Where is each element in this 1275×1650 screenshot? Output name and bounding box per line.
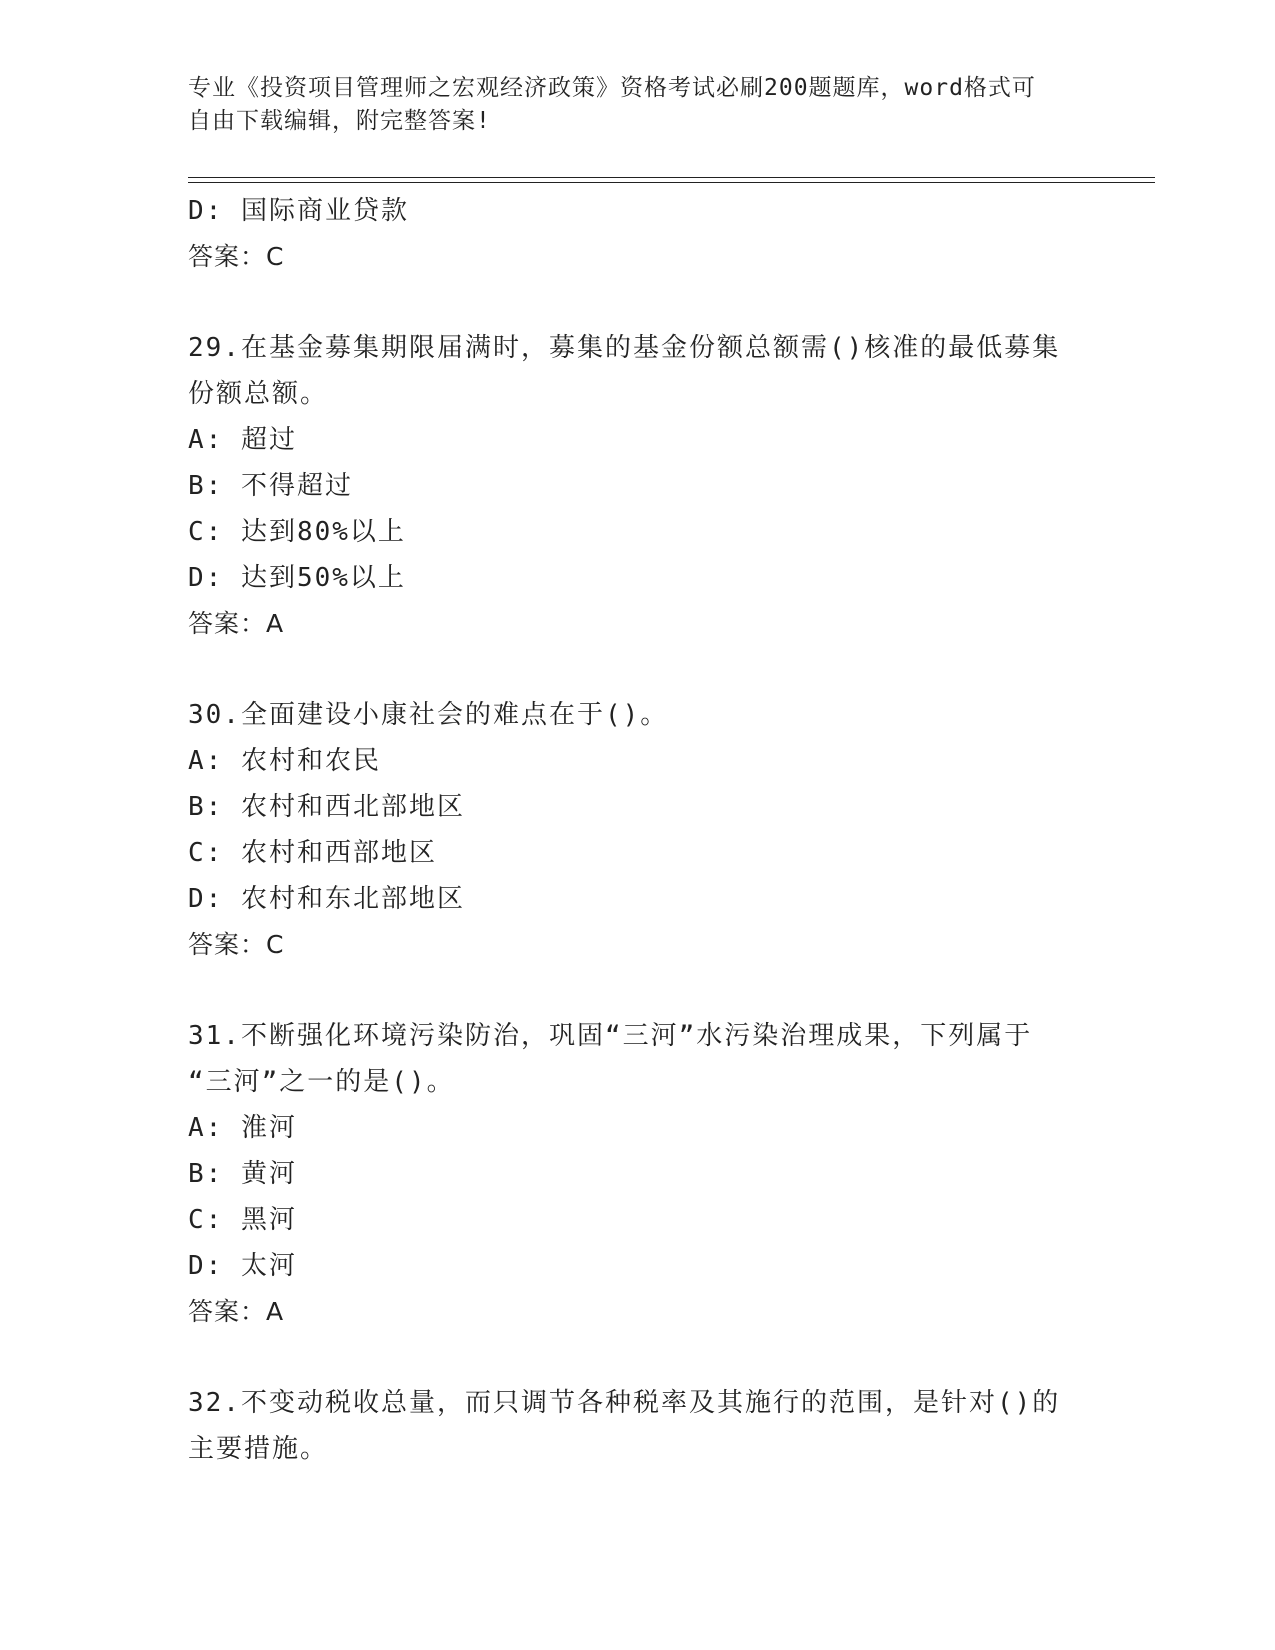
option-c: C: 农村和西部地区 [188, 838, 437, 868]
option-d: D: 农村和东北部地区 [188, 884, 465, 914]
option-a: A: 农村和农民 [188, 746, 381, 776]
option-c: C: 黑河 [188, 1205, 297, 1235]
option-d: D: 国际商业贷款 [188, 196, 409, 226]
question-spacer [188, 280, 1088, 325]
answer-line: 答案：A [188, 609, 285, 638]
question-spacer [188, 1335, 1088, 1380]
question-stem-line-2: “三河”之一的是()。 [188, 1067, 455, 1097]
option-b: B: 黄河 [188, 1159, 297, 1189]
question-31 [188, 1013, 1088, 1335]
option-a: A: 超过 [188, 425, 297, 455]
question-stem-line-2: 主要措施。 [188, 1434, 329, 1464]
answer-line: 答案：C [188, 242, 285, 271]
option-c: C: 达到80%以上 [188, 517, 406, 547]
option-d: D: 达到50%以上 [188, 563, 406, 593]
question-stem-line-1: 32.不变动税收总量，而只调节各种税率及其施行的范围，是针对()的 [188, 1388, 1061, 1418]
header-title-line-2: 自由下载编辑，附完整答案! [188, 108, 491, 134]
answer-line: 答案：A [188, 1297, 285, 1326]
option-b: B: 不得超过 [188, 471, 353, 501]
question-spacer [188, 968, 1088, 1013]
question-29 [188, 325, 1088, 647]
question-spacer [188, 647, 1088, 692]
question-list [188, 188, 1088, 1472]
option-a: A: 淮河 [188, 1113, 297, 1143]
header-title-line-1: 专业《投资项目管理师之宏观经济政策》资格考试必刷200题题库，word格式可 [188, 75, 1036, 101]
question-stem-line-1: 29.在基金募集期限届满时，募集的基金份额总额需()核准的最低募集 [188, 333, 1061, 363]
question-stem-line-1: 30.全面建设小康社会的难点在于()。 [188, 700, 669, 730]
previous-question-tail [188, 188, 1088, 280]
header-divider-bottom [188, 182, 1155, 183]
option-d: D: 太河 [188, 1251, 297, 1281]
question-stem-line-2: 份额总额。 [188, 379, 329, 409]
option-b: B: 农村和西北部地区 [188, 792, 465, 822]
question-32 [188, 1380, 1088, 1472]
header-divider-top [188, 177, 1155, 178]
document-header [188, 72, 1068, 138]
answer-line: 答案：C [188, 930, 285, 959]
question-stem-line-1: 31.不断强化环境污染防治，巩固“三河”水污染治理成果，下列属于 [188, 1021, 1033, 1051]
question-30 [188, 692, 1088, 968]
